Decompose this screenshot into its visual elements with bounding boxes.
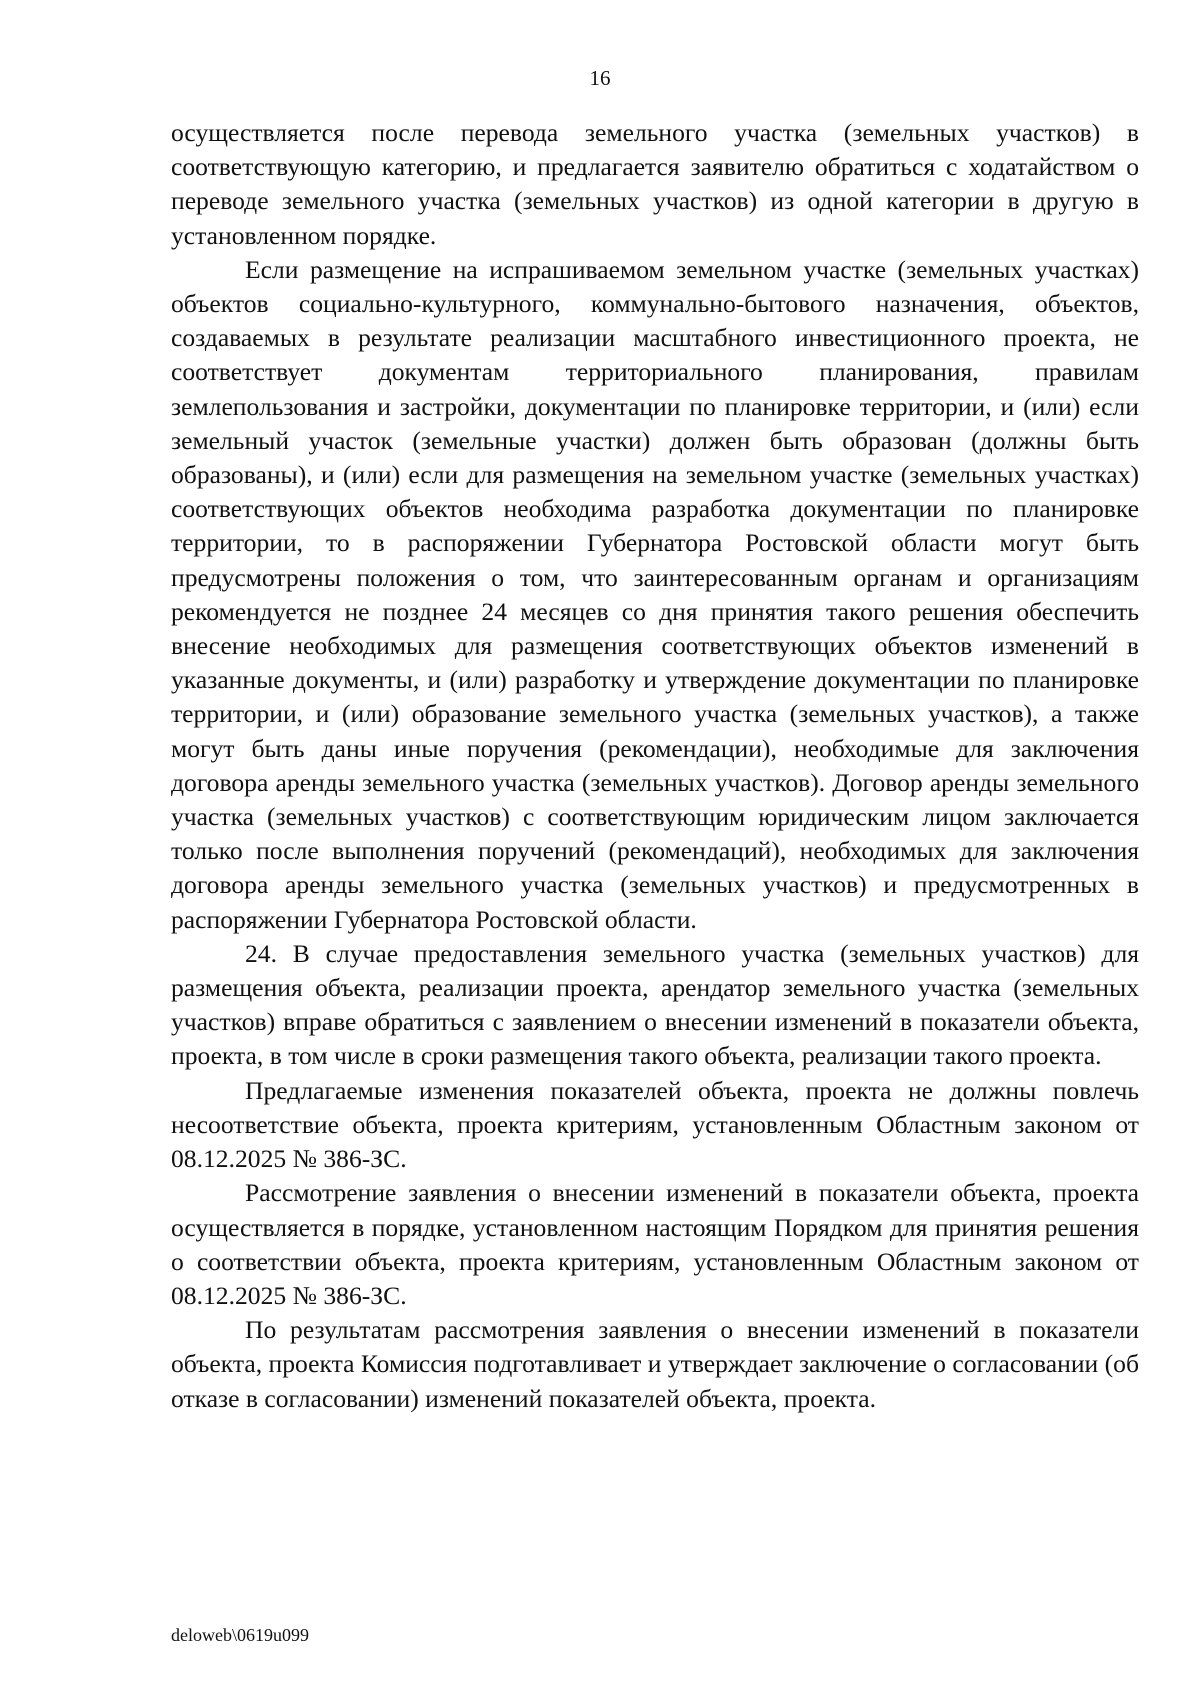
- paragraph-continuation: осуществляется после перевода земельного участка (земельных участков) в соответствующую категорию, и предлагается заявителю обратиться с ходатайством о переводе земельного участка (земельных участков) из одной категории в другую в установленном порядке.: [171, 118, 1139, 250]
- paragraph-commission-conclusion: По результатам рассмотрения заявления о внесении изменений в показатели объекта, проекта Комиссия подготавливает и утверждает заключение о согласовании (об отказе в согласовании) изменений показателей объекта, проекта.: [171, 1315, 1139, 1413]
- paragraph-review-procedure: Рассмотрение заявления о внесении изменений в показатели объекта, проекта осуществляется в порядке, установленном настоящим Порядком для принятия решения о соответствии объекта, проекта критериям, установленным Областным законом от 08.12.2025 № 386-ЗС.: [171, 1178, 1139, 1310]
- footer-document-code: deloweb\0619u099: [171, 1625, 309, 1645]
- paragraph-proposed-changes: Предлагаемые изменения показателей объекта, проекта не должны повлечь несоответствие объекта, проекта критериям, установленным Областным законом от 08.12.2025 № 386-ЗС.: [171, 1075, 1139, 1174]
- paragraph-placement-mismatch: Если размещение на испрашиваемом земельном участке (земельных участках) объектов социально-культурного, коммунально-бытового назначения, объектов, создаваемых в результате реализации масштабного инвестиционного проекта, не соответствует документам территориального планирования, правилам землепользования и застройки, документации по планировке территории, и (или) если земельный участок (земельные участки) должен быть образован (должны быть образованы), и (или) если для размещения на земельном участке (земельных участках) соответствующих объектов необходима разработка документации по планировке территории, то в распоряжении Губернатора Ростовской области могут быть предусмотрены положения о том, что заинтересованным органам и организациям рекомендуется не позднее 24 месяцев со дня принятия такого решения обеспечить внесение необходимых для размещения соответствующих объектов изменений в указанные документы, и (или) разработку и утверждение документации по планировке территории, и (или) образование земельного участка (земельных участков), а также могут быть даны иные поручения (рекомендации), необходимые для заключения договора аренды земельного участка (земельных участков). Договор аренды земельного участка (земельных участков) с соответствующим юридическим лицом заключается только после выполнения поручений (рекомендаций), необходимых для заключения договора аренды земельного участка (земельных участков) и предусмотренных в распоряжении Губернатора Ростовской области.: [171, 254, 1139, 934]
- paragraph-item-24: 24. В случае предоставления земельного участка (земельных участков) для размещения объекта, реализации проекта, арендатор земельного участка (земельных участков) вправе обратиться с заявлением о внесении изменений в показатели объекта, проекта, в том числе в сроки размещения такого объекта, реализации такого проекта.: [171, 938, 1139, 1071]
- page-number: 16: [589, 66, 611, 90]
- document-body: [171, 116, 1139, 1416]
